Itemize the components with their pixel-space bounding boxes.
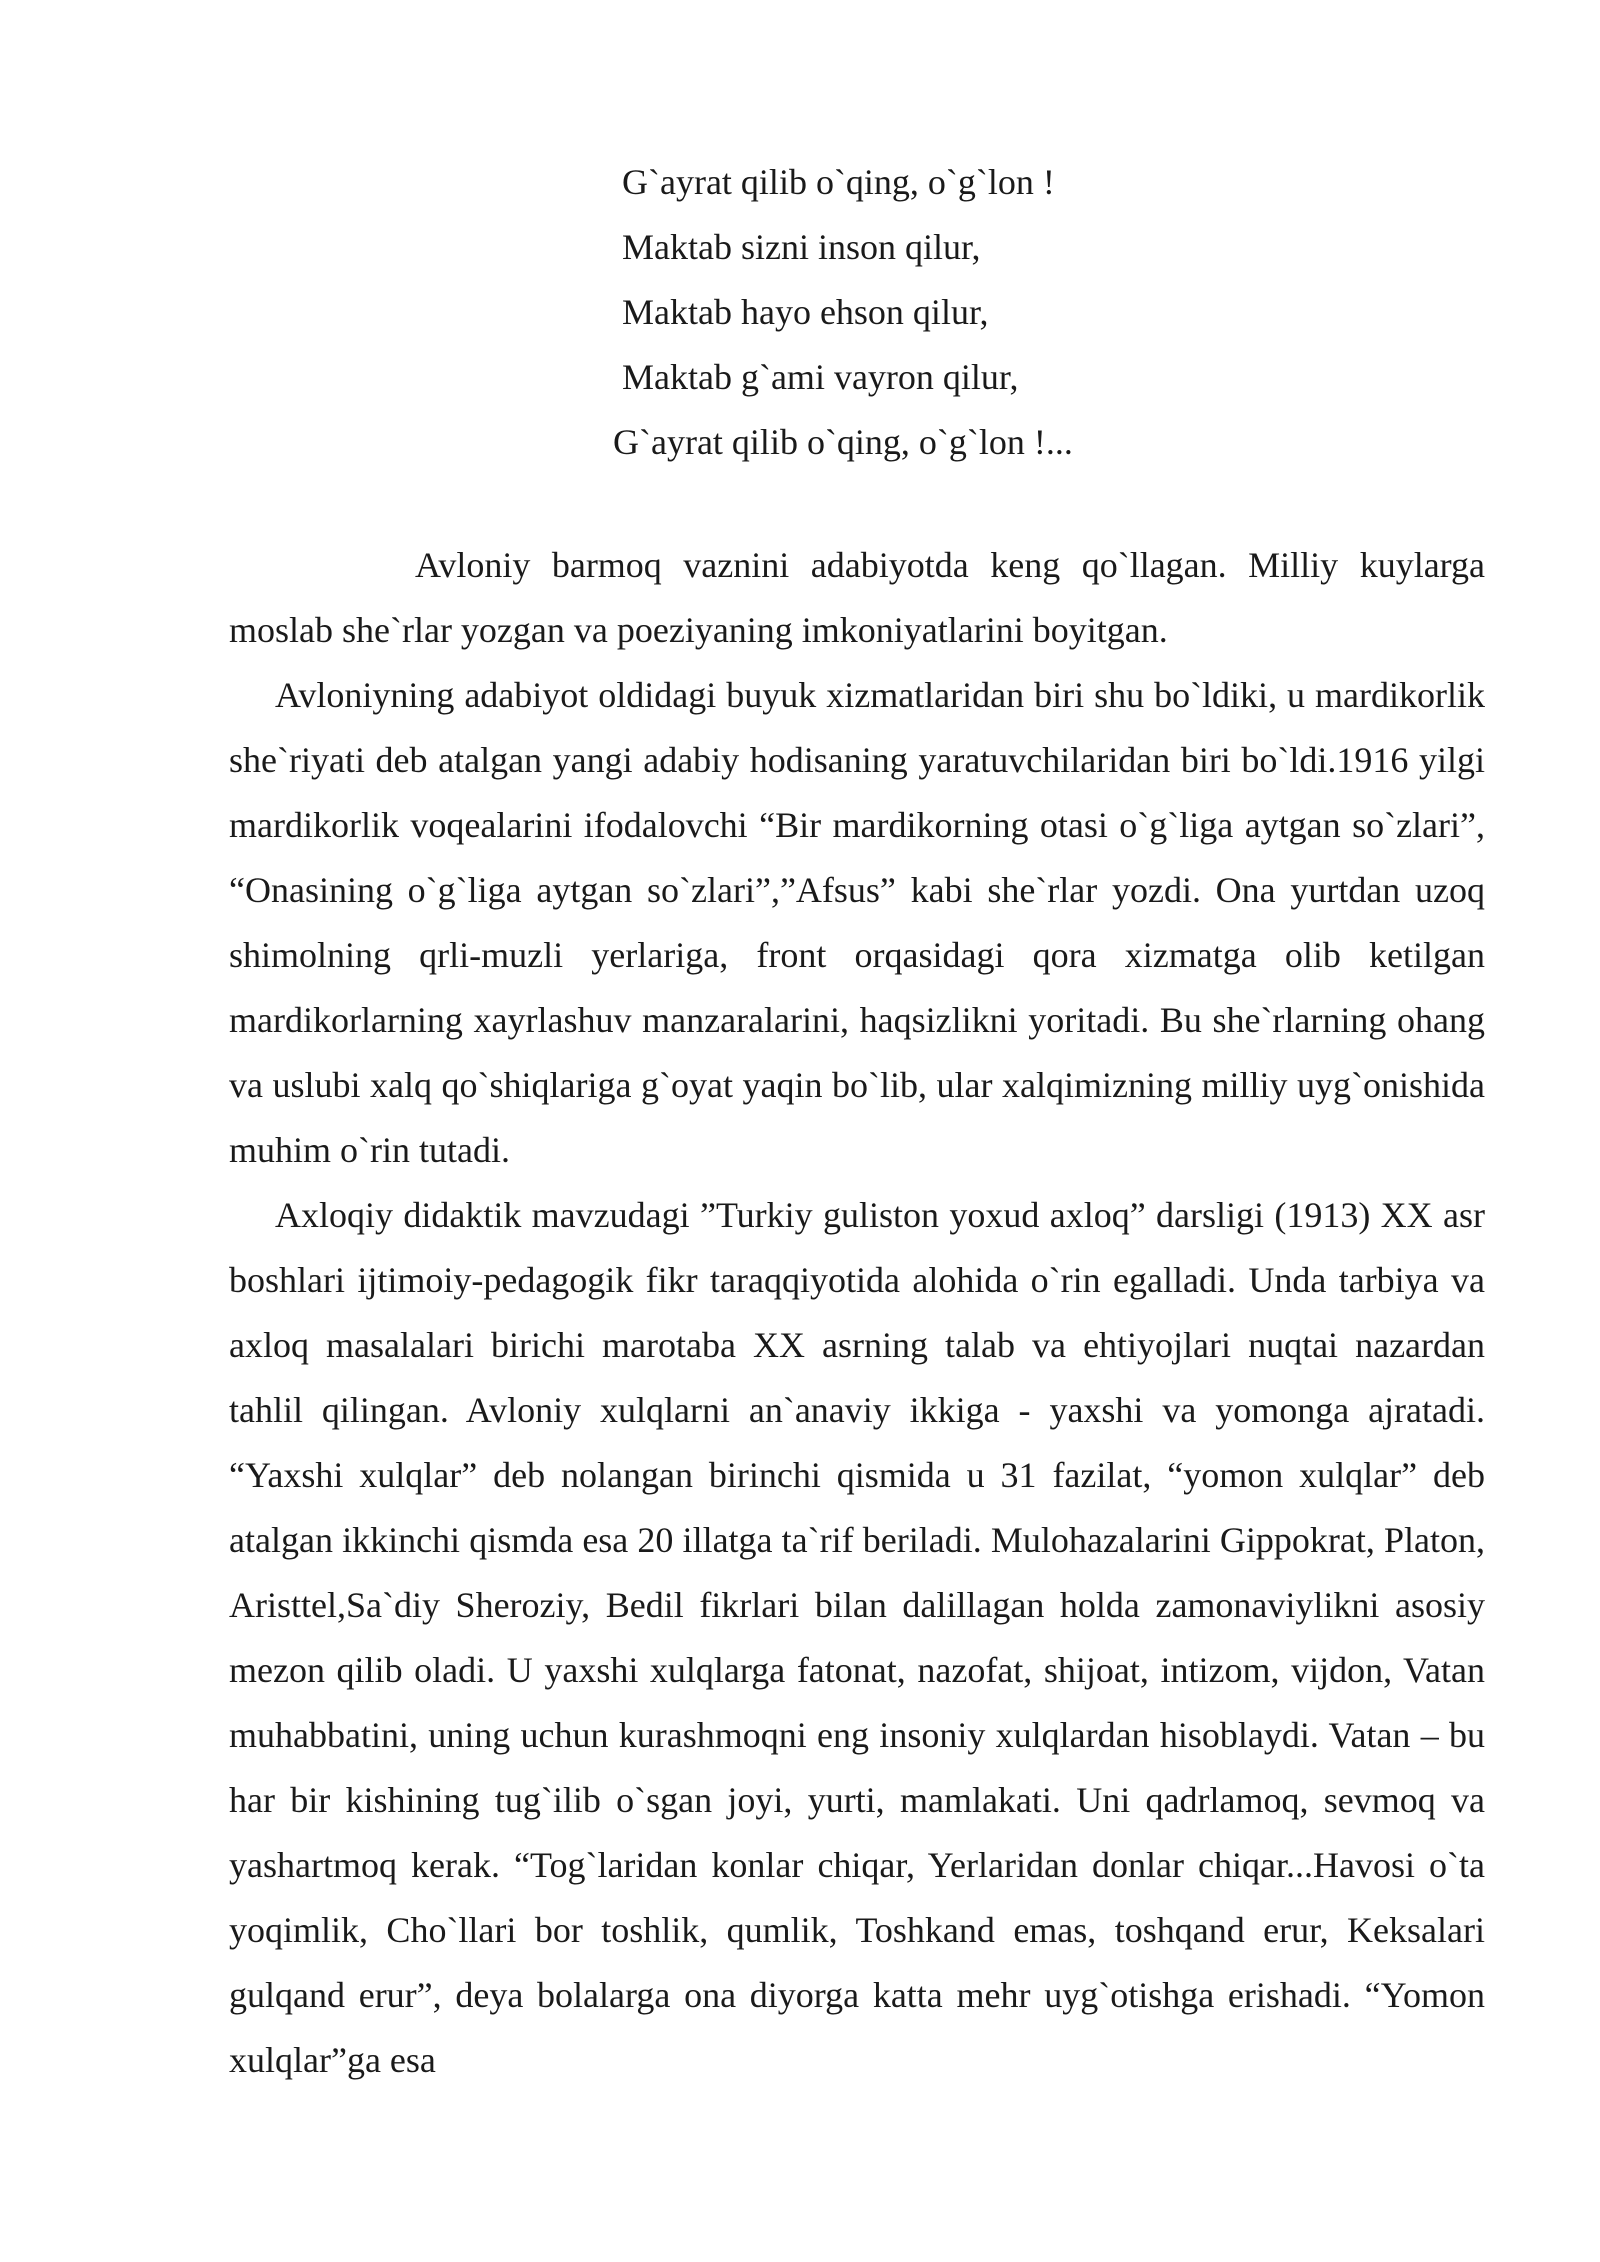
poem-line: Maktab sizni inson qilur, bbox=[622, 227, 981, 267]
poem-line: G`ayrat qilib o`qing, o`g`lon !... bbox=[613, 422, 1073, 462]
body-text bbox=[229, 533, 1485, 2093]
paragraph: Avloniyning adabiyot oldidagi buyuk xizmatlaridan biri shu bo`ldiki, u mardikorlik she`riyati deb atalgan yangi adabiy hodisaning yaratuvchilaridan biri bo`ldi.1916 yilgi mardikorlik voqealarini ifodalovchi “Bir mardikorning otasi o`g`liga aytgan so`zlari”, “Onasining o`g`liga aytgan so`zlari”,”Afsus” kabi she`rlar yozdi. Ona yurtdan uzoq shimolning qrli-muzli yerlariga, front orqasidagi qora xizmatga olib ketilgan mardikorlarning xayrlashuv manzaralarini, haqsizlikni yoritadi. Bu she`rlarning ohang va uslubi xalq qo`shiqlariga g`oyat yaqin bo`lib, ular xalqimizning milliy uyg`onishida muhim o`rin tutadi. bbox=[229, 675, 1485, 1170]
paragraph: Avloniy barmoq vaznini adabiyotda keng qo`llagan. Milliy kuylarga moslab she`rlar yozgan va poeziyaning imkoniyatlarini boyitgan. bbox=[229, 545, 1485, 650]
poem-stanza bbox=[613, 150, 1322, 475]
poem-line: Maktab g`ami vayron qilur, bbox=[622, 357, 1019, 397]
poem-line: Maktab hayo ehson qilur, bbox=[622, 292, 989, 332]
poem-line: G`ayrat qilib o`qing, o`g`lon ! bbox=[622, 162, 1055, 202]
paragraph: Axloqiy didaktik mavzudagi ”Turkiy guliston yoxud axloq” darsligi (1913) XX asr boshlari ijtimoiy-pedagogik fikr taraqqiyotida alohida o`rin egalladi. Unda tarbiya va axloq masalalari birichi marotaba XX asrning talab va ehtiyojlari nuqtai nazardan tahlil qilingan. Avloniy xulqlarni an`anaviy ikkiga - yaxshi va yomonga ajratadi. “Yaxshi xulqlar” deb nolangan birinchi qismida u 31 fazilat, “yomon xulqlar” deb atalgan ikkinchi qismda esa 20 illatga ta`rif beriladi. Mulohazalarini Gippokrat, Platon, Aristtel,Sa`diy Sheroziy, Bedil fikrlari bilan dalillagan holda zamonaviylikni asosiy mezon qilib oladi. U yaxshi xulqlarga fatonat, nazofat, shijoat, intizom, vijdon, Vatan muhabbatini, uning uchun kurashmoqni eng insoniy xulqlardan hisoblaydi. Vatan – bu har bir kishining tug`ilib o`sgan joyi, yurti, mamlakati. Uni qadrlamoq, sevmoq va yashartmoq kerak. “Tog`laridan konlar chiqar, Yerlaridan donlar chiqar...Havosi o`ta yoqimlik, Cho`llari bor toshlik, qumlik, Toshkand emas, toshqand erur, Keksalari gulqand erur”, deya bolalarga ona diyorga katta mehr uyg`otishga erishadi. “Yomon xulqlar”ga esa bbox=[229, 1195, 1485, 2080]
